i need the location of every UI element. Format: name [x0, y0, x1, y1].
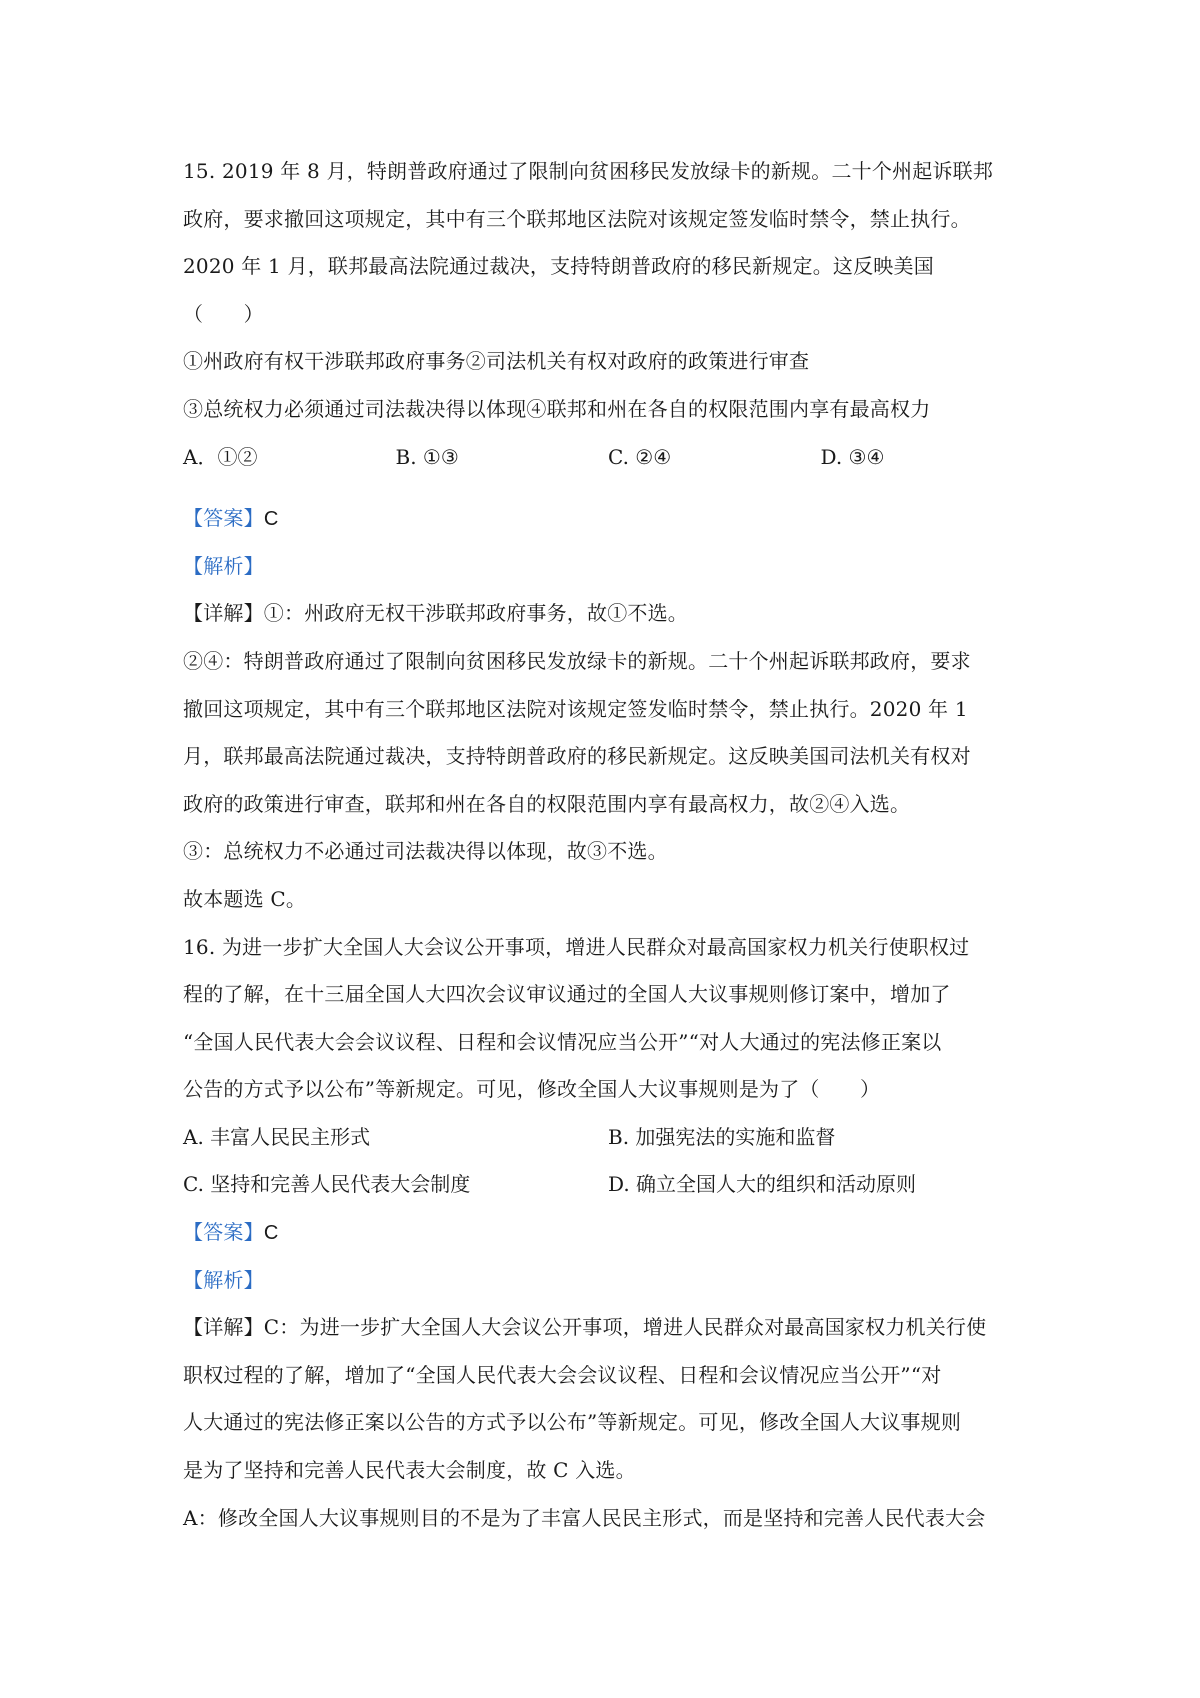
question-15-statements-2: ③总统权力必须通过司法裁决得以体现④联邦和州在各自的权限范围内享有最高权力	[183, 396, 931, 421]
question-15-statements-1: ①州政府有权干涉联邦政府事务②司法机关有权对政府的政策进行审查	[183, 349, 810, 374]
question-16-answer	[183, 1209, 1033, 1257]
question-15-analysis	[183, 543, 1033, 591]
option-b: B. ①③	[395, 444, 459, 469]
option-b: B. 加强宪法的实施和监督	[608, 1124, 836, 1149]
question-15-detail-5: 政府的政策进行审查，联邦和州在各自的权限范围内享有最高权力，故②④入选。	[183, 791, 911, 816]
option-d: D. ③④	[820, 444, 885, 469]
question-15-blank: （ ）	[183, 301, 264, 326]
question-15-stem-line-1: 15. 2019 年 8 月，特朗普政府通过了限制向贫困移民发放绿卡的新规。二十个州起诉联邦	[183, 159, 994, 183]
option-a: A. 丰富人民民主形式	[183, 1124, 371, 1149]
answer-tag: 【答案】	[183, 506, 264, 531]
question-15-detail-1: 【详解】①：州政府无权干涉联邦政府事务，故①不选。	[183, 601, 688, 626]
option-d: D. 确立全国人大的组织和活动原则	[608, 1172, 917, 1197]
question-15-stem-line-3: 2020 年 1 月，联邦最高法院通过裁决，支持特朗普政府的移民新规定。这反映美国	[183, 254, 934, 279]
question-15-conclusion: 故本题选 C。	[183, 886, 307, 911]
answer-value: C	[263, 1222, 279, 1245]
answer-tag: 【答案】	[183, 1220, 264, 1245]
question-15-options	[183, 434, 1033, 482]
answer-value: C	[263, 508, 279, 531]
question-16-analysis	[183, 1257, 1033, 1305]
analysis-tag: 【解析】	[183, 1267, 264, 1292]
question-16-detail-5: A：修改全国人大议事规则目的不是为了丰富人民民主形式，而是坚持和完善人民代表大会	[183, 1505, 986, 1530]
question-15-detail-6: ③：总统权力不必通过司法裁决得以体现，故③不选。	[183, 839, 668, 864]
question-15-answer	[183, 495, 1033, 543]
question-16-detail-1: 【详解】C：为进一步扩大全国人大会议公开事项，增进人民群众对最高国家权力机关行使	[183, 1315, 987, 1340]
document-page	[183, 148, 1033, 1542]
question-16-stem-line-1: 16. 为进一步扩大全国人大会议公开事项，增进人民群众对最高国家权力机关行使职权过	[183, 934, 970, 959]
question-16-options-row-1	[183, 1114, 1033, 1162]
option-a: A．①②	[183, 444, 258, 469]
question-15-detail-2: ②④：特朗普政府通过了限制向贫困移民发放绿卡的新规。二十个州起诉联邦政府，要求	[183, 648, 971, 673]
question-15-detail-3: 撤回这项规定，其中有三个联邦地区法院对该规定签发临时禁令，禁止执行。2020 年 1	[183, 696, 968, 721]
question-15-stem-line-2: 政府，要求撤回这项规定，其中有三个联邦地区法院对该规定签发临时禁令，禁止执行。	[183, 206, 971, 231]
question-16	[183, 924, 1033, 1543]
question-16-detail-2: 职权过程的了解，增加了“全国人民代表大会会议议程、日程和会议情况应当公开”“对	[183, 1362, 942, 1387]
question-16-stem-line-4: 公告的方式予以公布”等新规定。可见，修改全国人大议事规则是为了（ ）	[183, 1077, 881, 1102]
question-15	[183, 148, 1033, 924]
question-15-detail-4: 月，联邦最高法院通过裁决，支持特朗普政府的移民新规定。这反映美国司法机关有权对	[183, 744, 971, 769]
option-c: C. ②④	[608, 444, 672, 469]
question-16-options-row-2	[183, 1161, 1033, 1209]
question-16-detail-4: 是为了坚持和完善人民代表大会制度，故 C 入选。	[183, 1458, 636, 1483]
question-16-detail-3: 人大通过的宪法修正案以公告的方式予以公布”等新规定。可见，修改全国人大议事规则	[183, 1410, 962, 1435]
analysis-tag: 【解析】	[183, 553, 264, 578]
option-c: C. 坚持和完善人民代表大会制度	[183, 1172, 471, 1197]
question-16-stem-line-2: 程的了解，在十三届全国人大四次会议审议通过的全国人大议事规则修订案中，增加了	[183, 982, 951, 1007]
question-16-stem-line-3: “全国人民代表大会会议议程、日程和会议情况应当公开”“对人大通过的宪法修正案以	[183, 1029, 942, 1054]
